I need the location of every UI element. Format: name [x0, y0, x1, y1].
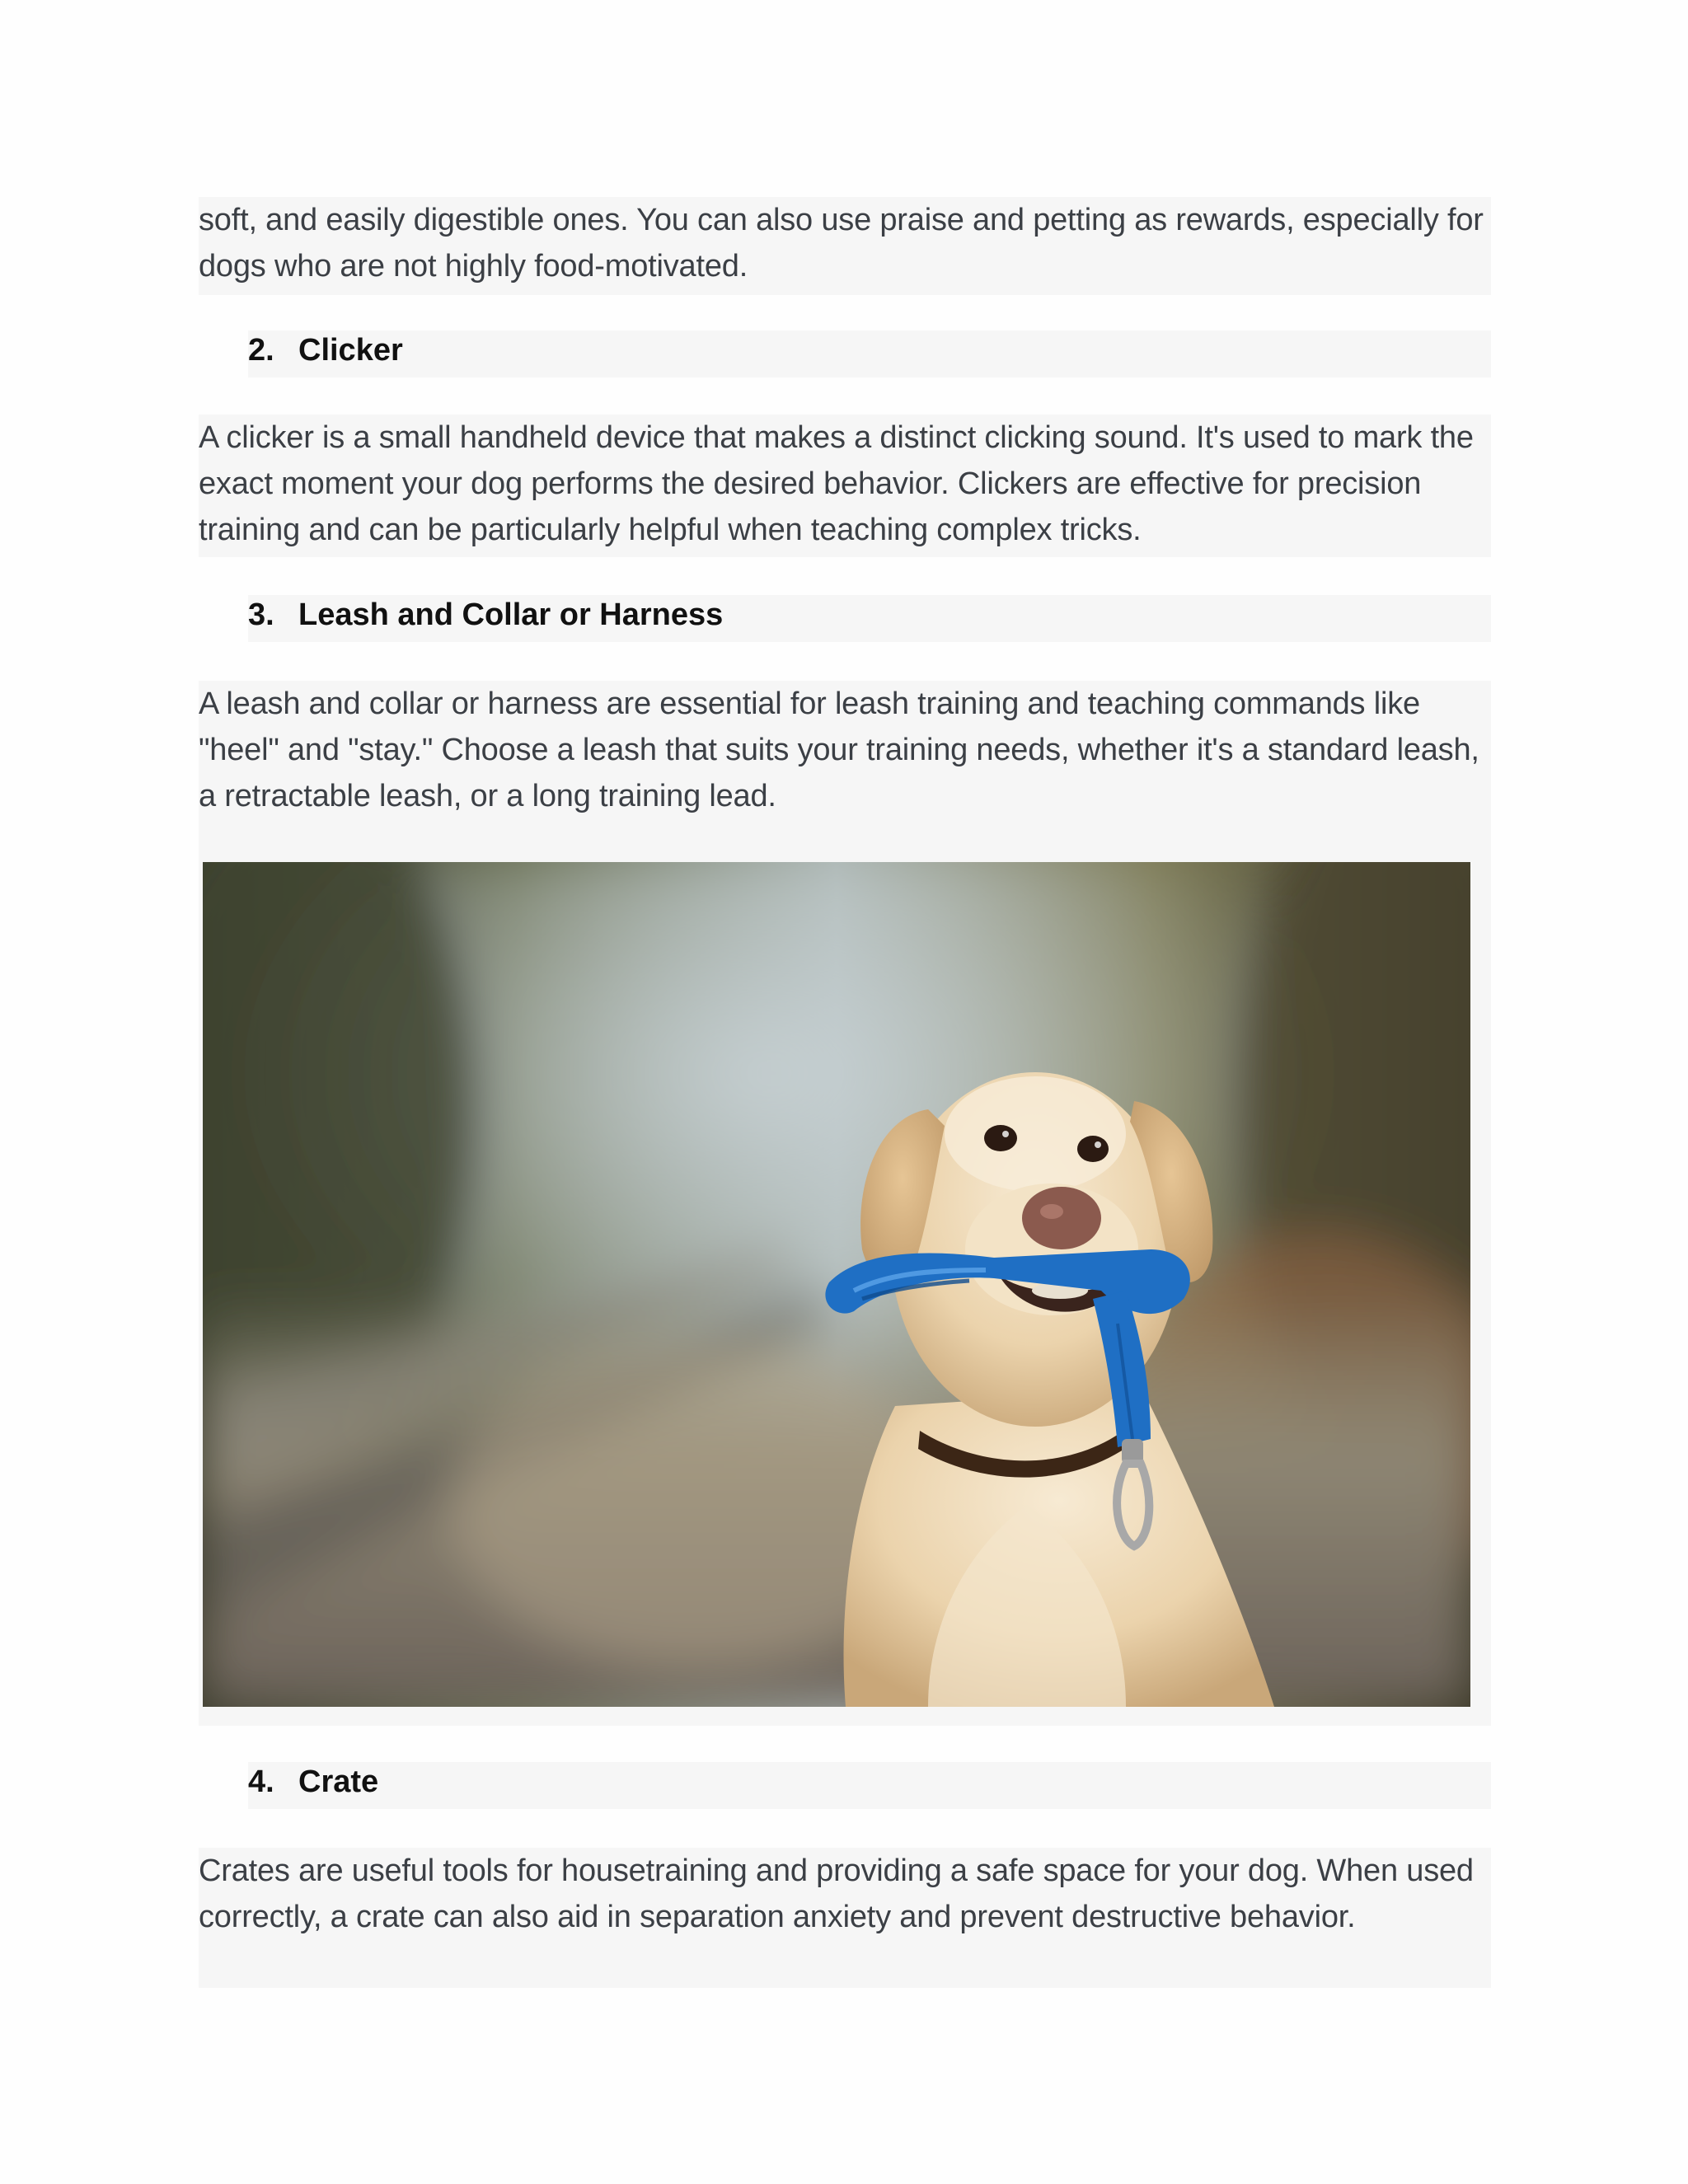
paragraph-block-4 [199, 1848, 1491, 1988]
paragraph-leash: A leash and collar or harness are essential for leash training and teaching commands like "heel" and "stay." Choose a leash that suits your training needs, whether it's a standard leash, a retractable leash, or a long training lead. [199, 687, 1479, 813]
photo-illustration [203, 862, 1470, 1707]
heading-leash [248, 595, 1491, 642]
heading-title: Crate [298, 1765, 379, 1799]
paragraph-crate: Crates are useful tools for housetraining and providing a safe space for your dog. When used correctly, a crate can also aid in separation anxiety and prevent destructive behavior. [199, 1854, 1474, 1934]
heading-clicker [248, 330, 1491, 377]
heading-number: 4. [248, 1765, 274, 1799]
heading-title: Clicker [298, 333, 403, 368]
heading-number: 2. [248, 333, 274, 368]
paragraph-clicker: A clicker is a small handheld device that makes a distinct clicking sound. It's used to mark the exact moment your dog performs the desired behavior. Clickers are effective for precision training and can be particularly helpful when teaching complex tricks. [199, 420, 1474, 547]
paragraph-block-1 [199, 197, 1491, 295]
paragraph-block-2 [199, 415, 1491, 557]
dog-with-leash-photo [203, 862, 1470, 1707]
heading-crate [248, 1762, 1491, 1809]
heading-title: Leash and Collar or Harness [298, 598, 724, 632]
heading-number: 3. [248, 598, 274, 632]
paragraph-treats-continued: soft, and easily digestible ones. You can also use praise and petting as rewards, especially for dogs who are not highly food-motivated. [199, 203, 1484, 284]
